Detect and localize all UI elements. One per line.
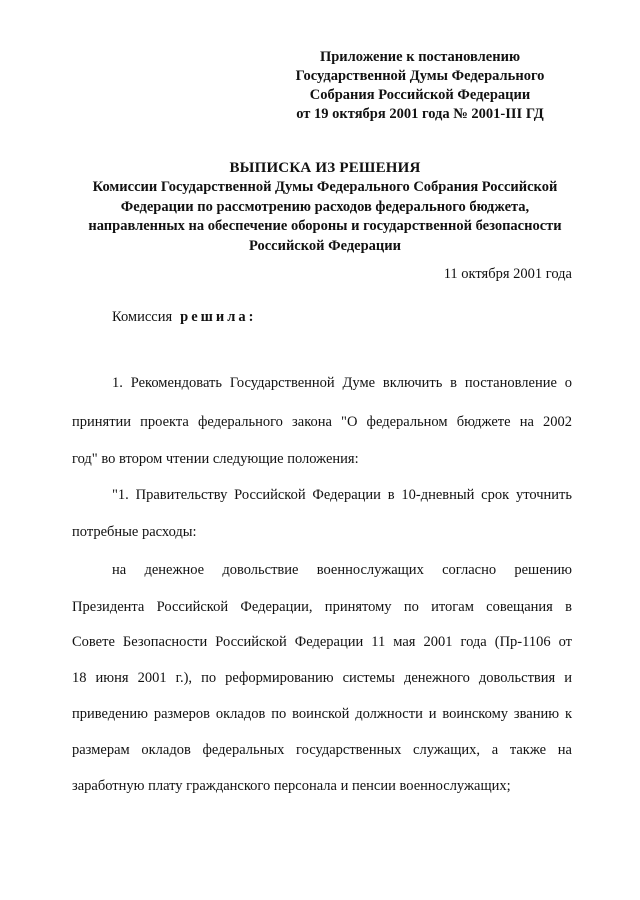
appendix-line: от 19 октября 2001 года № 2001-III ГД bbox=[296, 106, 544, 122]
title-line: Комиссии Государственной Думы Федерального Собрания Российской bbox=[92, 179, 558, 195]
decision-date: 11 октября 2001 года bbox=[443, 266, 572, 282]
body-line: 1. Рекомендовать Государственной Думе включить в постановление о bbox=[112, 375, 572, 391]
decision-verb: решила: bbox=[180, 309, 257, 325]
body-line: Президента Российской Федерации, принятому по итогам совещания в bbox=[72, 599, 572, 615]
body-line: заработную плату гражданского персонала и пенсии военнослужащих; bbox=[72, 778, 511, 794]
appendix-header bbox=[270, 48, 570, 124]
body-line: на денежное довольствие военнослужащих согласно решению bbox=[112, 562, 572, 578]
title-main: ВЫПИСКА ИЗ РЕШЕНИЯ bbox=[229, 160, 421, 176]
body-line: размерам окладов федеральных государственных служащих, а также на bbox=[72, 742, 572, 758]
body-line: год" во втором чтении следующие положения: bbox=[72, 451, 359, 467]
decision-statement bbox=[112, 309, 256, 326]
title-line: направленных на обеспечение обороны и государственной безопасности bbox=[88, 218, 562, 234]
body-line: потребные расходы: bbox=[72, 524, 197, 540]
body-line: 18 июня 2001 г.), по реформированию системы денежного довольствия и bbox=[72, 670, 572, 686]
appendix-line: Приложение к постановлению bbox=[319, 49, 521, 65]
appendix-line: Собрания Российской Федерации bbox=[309, 87, 531, 103]
body-line: "1. Правительству Российской Федерации в 10-дневный срок уточнить bbox=[112, 487, 572, 503]
title-line: Федерации по рассмотрению расходов федерального бюджета, bbox=[120, 198, 530, 215]
body-line: принятии проекта федерального закона "О федеральном бюджете на 2002 bbox=[72, 414, 572, 430]
title-line: Российской Федерации bbox=[248, 237, 401, 254]
document-title bbox=[60, 158, 590, 256]
appendix-line: Государственной Думы Федерального bbox=[295, 68, 545, 84]
body-line: Совете Безопасности Российской Федерации 11 мая 2001 года (Пр-1106 от bbox=[72, 634, 572, 650]
decision-prefix: Комиссия bbox=[112, 309, 173, 325]
body-line: приведению размеров окладов по воинской должности и воинскому званию к bbox=[72, 706, 572, 722]
